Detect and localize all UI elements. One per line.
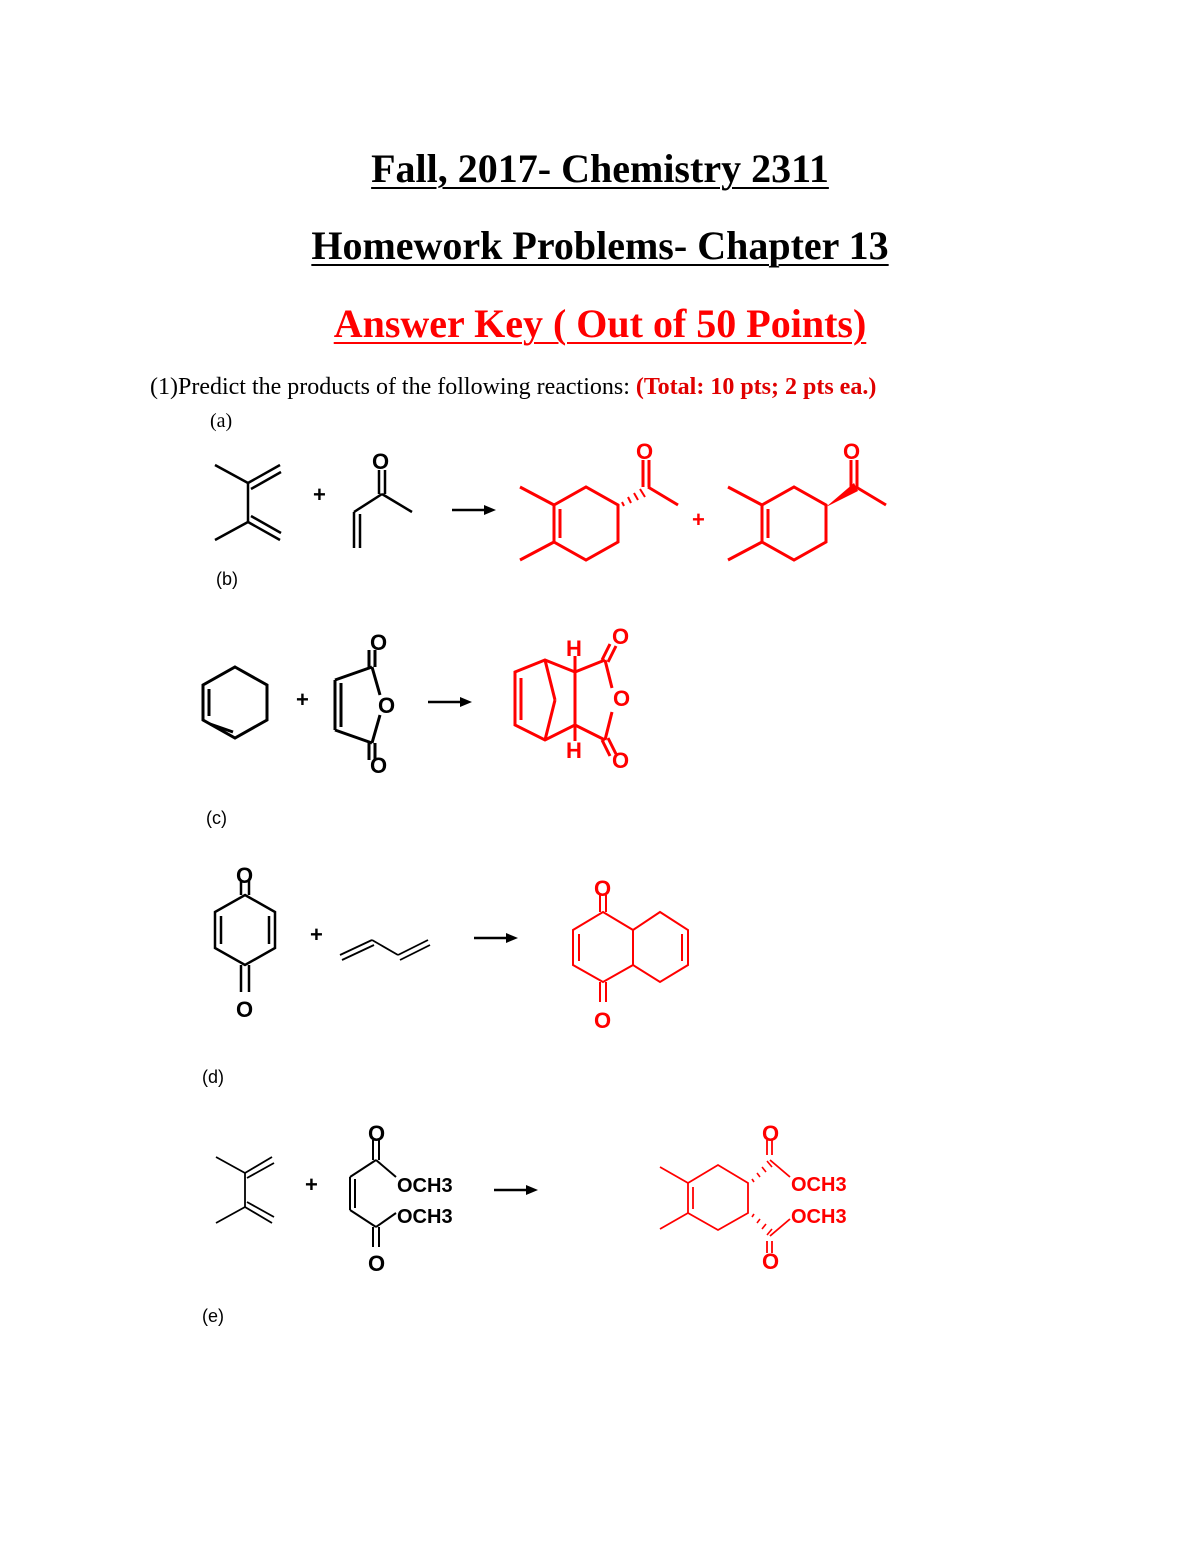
reaction-b — [0, 620, 1200, 800]
oxygen-atom: O — [370, 630, 388, 655]
plus-sign-d: + — [305, 1172, 318, 1197]
part-label-e: (e) — [202, 1306, 224, 1326]
methoxy-group: OCH3 — [397, 1206, 453, 1228]
plus-sign-b: + — [296, 687, 309, 712]
hydrogen-atom: H — [566, 636, 582, 661]
oxygen-atom: O — [613, 686, 631, 711]
oxygen-atom: O — [612, 624, 630, 649]
answer-key-heading: Answer Key ( Out of 50 Points) — [333, 301, 867, 346]
oxygen-atom: O — [843, 439, 861, 464]
oxygen-atom: O — [594, 876, 612, 901]
plus-sign-c: + — [310, 922, 323, 947]
hashed-bond-a-1 — [622, 489, 645, 506]
oxygen-atom: O — [594, 1008, 612, 1033]
question-prompt: Predict the products of the following reactions: — [177, 374, 630, 400]
oxygen-atom: O — [636, 439, 654, 464]
plus-sign-a-product: + — [692, 507, 705, 532]
question-1 — [150, 374, 876, 401]
dimethylbutadiene-a — [215, 465, 281, 540]
butadiene — [340, 940, 430, 960]
dimethylbutadiene-d — [216, 1157, 274, 1223]
methyl-vinyl-ketone — [354, 470, 412, 548]
product-c-naphthoquinone — [573, 895, 688, 1002]
part-label-a: (a) — [210, 410, 233, 432]
reaction-a — [0, 435, 1200, 585]
document-subtitle: Homework Problems- Chapter 13 — [311, 223, 889, 268]
reaction-arrow-b — [428, 697, 472, 707]
oxygen-atom: O — [236, 997, 254, 1022]
methoxy-group: OCH3 — [791, 1174, 847, 1196]
oxygen-atom: O — [370, 753, 388, 778]
reaction-d — [0, 1115, 1200, 1275]
question-points: (Total: 10 pts; 2 pts ea.) — [635, 374, 877, 400]
part-label-c: (c) — [206, 808, 227, 828]
hydrogen-atom: H — [566, 738, 582, 763]
question-number: (1) — [150, 374, 178, 400]
document-title: Fall, 2017- Chemistry 2311 — [371, 146, 829, 191]
hashed-bonds-d — [752, 1161, 772, 1235]
reaction-c — [0, 860, 1200, 1040]
product-a-2 — [728, 460, 886, 560]
dimethyl-maleate — [350, 1140, 396, 1247]
part-label-b: (b) — [216, 569, 238, 589]
reaction-arrow-c — [474, 933, 518, 943]
wedge-bond-a-2 — [826, 483, 858, 507]
oxygen-atom: O — [762, 1249, 780, 1274]
oxygen-atom: O — [368, 1251, 386, 1276]
reaction-arrow-a — [452, 505, 496, 515]
benzoquinone — [215, 880, 275, 992]
methoxy-group: OCH3 — [791, 1206, 847, 1228]
oxygen-atom: O — [762, 1121, 780, 1146]
oxygen-atom: O — [378, 693, 396, 718]
methoxy-group: OCH3 — [397, 1175, 453, 1197]
product-a-1 — [520, 460, 678, 560]
part-label-d: (d) — [202, 1067, 224, 1087]
plus-sign-a: + — [313, 482, 326, 507]
product-d — [660, 1140, 790, 1253]
oxygen-atom: O — [368, 1121, 386, 1146]
cyclohexadiene — [203, 667, 267, 738]
maleic-anhydride — [335, 650, 380, 760]
oxygen-atom: O — [372, 449, 390, 474]
reaction-arrow-d — [494, 1185, 538, 1195]
oxygen-atom: O — [236, 863, 254, 888]
oxygen-atom: O — [612, 748, 630, 773]
